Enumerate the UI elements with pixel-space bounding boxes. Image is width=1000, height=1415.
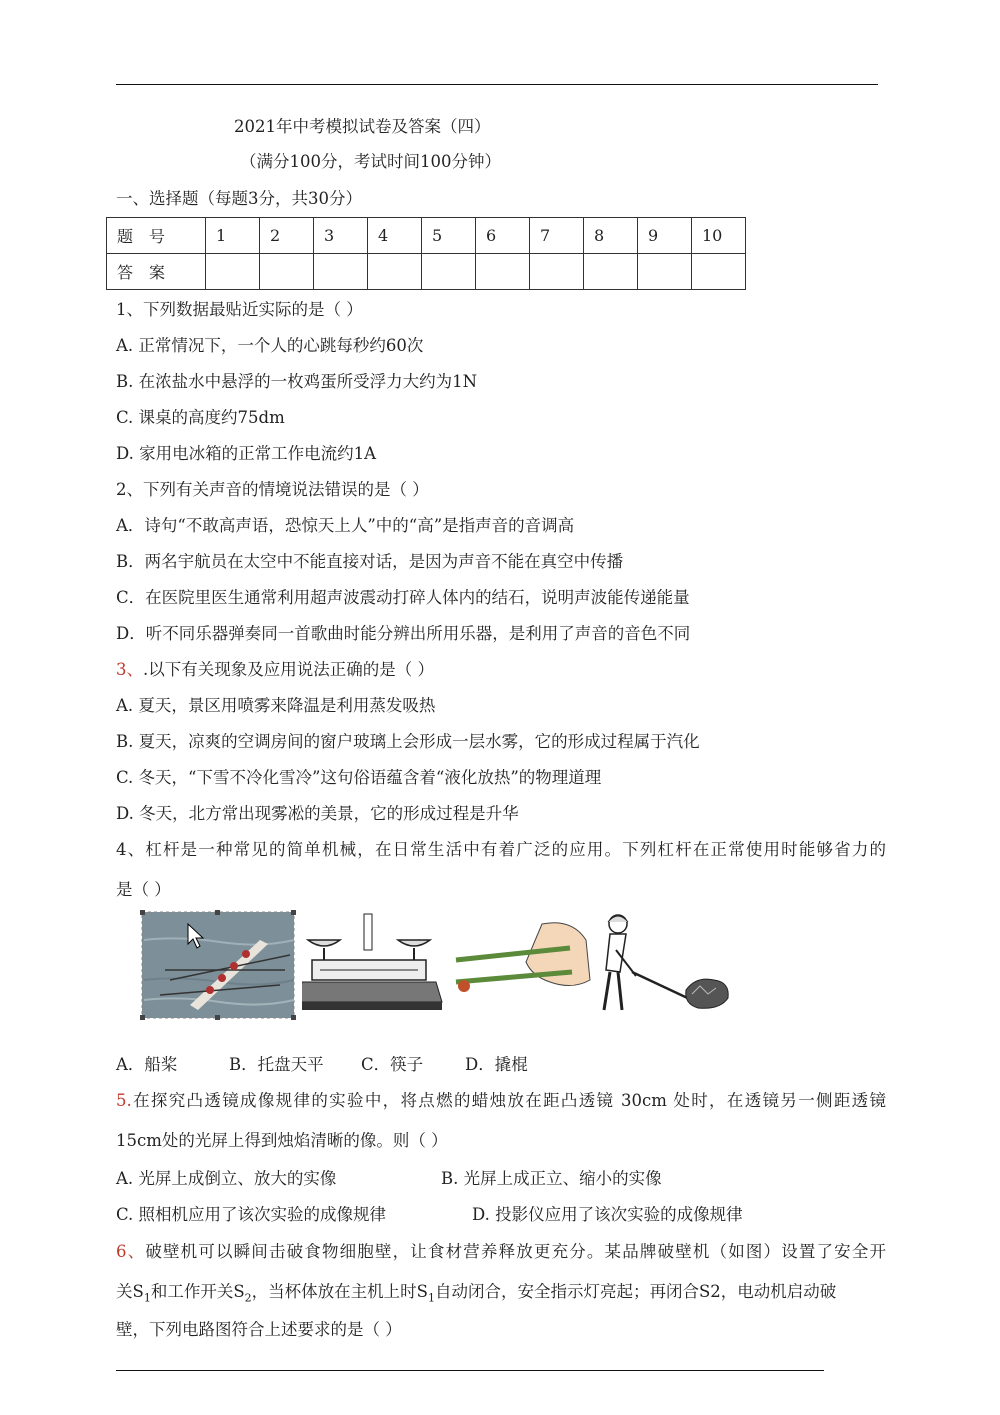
table-cell: 7 — [530, 218, 584, 254]
top-rule — [116, 84, 878, 85]
question-4-stem-line2: 是（ ） — [116, 880, 171, 899]
question-6-text: 和工作开关S — [150, 1282, 245, 1301]
subscript: 1 — [143, 1291, 151, 1305]
question-5-text: 在探究凸透镜成像规律的实验中，将点燃的蜡烛放在距凸透镜 30cm 处时，在透镜另一侧距透镜 — [131, 1091, 886, 1110]
question-5-stem-line2: 15cm处的光屏上得到烛焰清晰的像。则（ ） — [116, 1131, 448, 1150]
subscript: 1 — [427, 1291, 435, 1305]
page-title: 2021年中考模拟试卷及答案（四） — [234, 117, 491, 136]
table-row — [107, 254, 746, 290]
question-5-option-c: C. 照相机应用了该次实验的成像规律 — [116, 1205, 387, 1224]
page-subtitle: （满分100分，考试时间100分钟） — [240, 152, 501, 171]
question-6-text: 关S — [116, 1282, 144, 1301]
question-1-option-a: A. 正常情况下，一个人的心跳每秒约60次 — [116, 336, 424, 355]
question-3-option-c: C. 冬天，“下雪不冷化雪冷”这句俗语蕴含着“液化放热”的物理道理 — [116, 768, 602, 787]
question-3-option-d: D. 冬天，北方常出现雾凇的美景，它的形成过程是升华 — [116, 804, 519, 823]
question-5-option-a: A. 光屏上成倒立、放大的实像 — [116, 1169, 337, 1188]
question-3-text: .以下有关现象及应用说法正确的是（ ） — [143, 660, 434, 679]
bottom-rule — [116, 1370, 824, 1371]
answer-cell[interactable] — [584, 254, 638, 290]
answer-cell[interactable] — [206, 254, 260, 290]
table-cell: 6 — [476, 218, 530, 254]
question-6-stem-line3: 壁，下列电路图符合上述要求的是（ ） — [116, 1320, 402, 1339]
table-cell: 5 — [422, 218, 476, 254]
answer-cell[interactable] — [260, 254, 314, 290]
section-heading: 一、选择题（每题3分，共30分） — [116, 189, 362, 208]
answer-cell[interactable] — [314, 254, 368, 290]
table-header-cell: 题 号 — [107, 218, 206, 254]
question-3-number: 3、 — [116, 660, 143, 679]
answer-cell[interactable] — [476, 254, 530, 290]
question-5-stem-line1 — [116, 1087, 886, 1111]
question-6-stem-line1 — [116, 1238, 886, 1262]
question-5-number: 5. — [116, 1091, 132, 1110]
table-cell: 9 — [638, 218, 692, 254]
question-3-stem — [116, 656, 434, 680]
answer-cell[interactable] — [422, 254, 476, 290]
question-2-option-d: D．听不同乐器弹奏同一首歌曲时能分辨出所用乐器，是利用了声音的音色不同 — [116, 624, 691, 643]
answer-cell[interactable] — [692, 254, 746, 290]
question-3-option-b: B. 夏天，凉爽的空调房间的窗户玻璃上会形成一层水雾，它的形成过程属于汽化 — [116, 732, 700, 751]
question-6-text: 自动闭合，安全指示灯亮起；再闭合S2，电动机启动破 — [434, 1282, 837, 1301]
question-1-option-c: C. 课桌的高度约75dm — [116, 408, 285, 427]
question-6-text: ，当杯体放在主机上时S — [251, 1282, 428, 1301]
question-1-stem: 1、下列数据最贴近实际的是（ ） — [116, 300, 363, 319]
lever-images — [140, 910, 750, 1022]
table-cell: 2 — [260, 218, 314, 254]
question-4-option-a: A．船桨 — [116, 1055, 178, 1074]
question-6-text: 破壁机可以瞬间击破食物细胞壁，让食材营养释放更充分。某品牌破壁机（如图）设置了安全开 — [145, 1242, 887, 1261]
answer-cell[interactable] — [530, 254, 584, 290]
chopsticks-image — [452, 910, 592, 1020]
question-6-number: 6、 — [116, 1242, 146, 1261]
question-6-stem-line2 — [116, 1278, 836, 1304]
question-4-option-d: D．撬棍 — [465, 1055, 528, 1074]
table-cell: 3 — [314, 218, 368, 254]
question-4-options — [116, 1051, 528, 1075]
question-2-option-a: A．诗句“不敢高声语，恐惊天上人”中的“高”是指声音的音调高 — [116, 516, 575, 535]
question-1-option-b: B. 在浓盐水中悬浮的一枚鸡蛋所受浮力大约为1N — [116, 372, 478, 391]
question-4-option-c: C．筷子 — [361, 1055, 424, 1074]
question-2-option-b: B．两名宇航员在太空中不能直接对话，是因为声音不能在真空中传播 — [116, 552, 624, 571]
question-5-option-d: D. 投影仪应用了该次实验的成像规律 — [472, 1205, 743, 1224]
question-2-option-c: C．在医院里医生通常利用超声波震动打碎人体内的结石，说明声波能传递能量 — [116, 588, 690, 607]
question-2-stem: 2、下列有关声音的情境说法错误的是（ ） — [116, 480, 429, 499]
question-4-option-b: B．托盘天平 — [229, 1055, 324, 1074]
rowing-boat-image[interactable] — [140, 910, 296, 1020]
answer-cell[interactable] — [368, 254, 422, 290]
answer-cell[interactable] — [638, 254, 692, 290]
table-cell: 4 — [368, 218, 422, 254]
balance-scale-image — [302, 910, 444, 1020]
table-cell: 1 — [206, 218, 260, 254]
question-5-option-b: B. 光屏上成正立、缩小的实像 — [441, 1169, 662, 1188]
table-row — [107, 218, 746, 254]
table-cell: 10 — [692, 218, 746, 254]
subscript: 2 — [244, 1291, 252, 1305]
question-1-option-d: D. 家用电冰箱的正常工作电流约1A — [116, 444, 377, 463]
table-cell: 8 — [584, 218, 638, 254]
table-header-cell: 答 案 — [107, 254, 206, 290]
crowbar-worker-image — [596, 910, 746, 1020]
question-3-option-a: A. 夏天，景区用喷雾来降温是利用蒸发吸热 — [116, 696, 436, 715]
question-4-stem-line1: 4、杠杆是一种常见的简单机械，在日常生活中有着广泛的应用。下列杠杆在正常使用时能够省力的 — [116, 840, 886, 859]
answer-table — [106, 217, 746, 290]
